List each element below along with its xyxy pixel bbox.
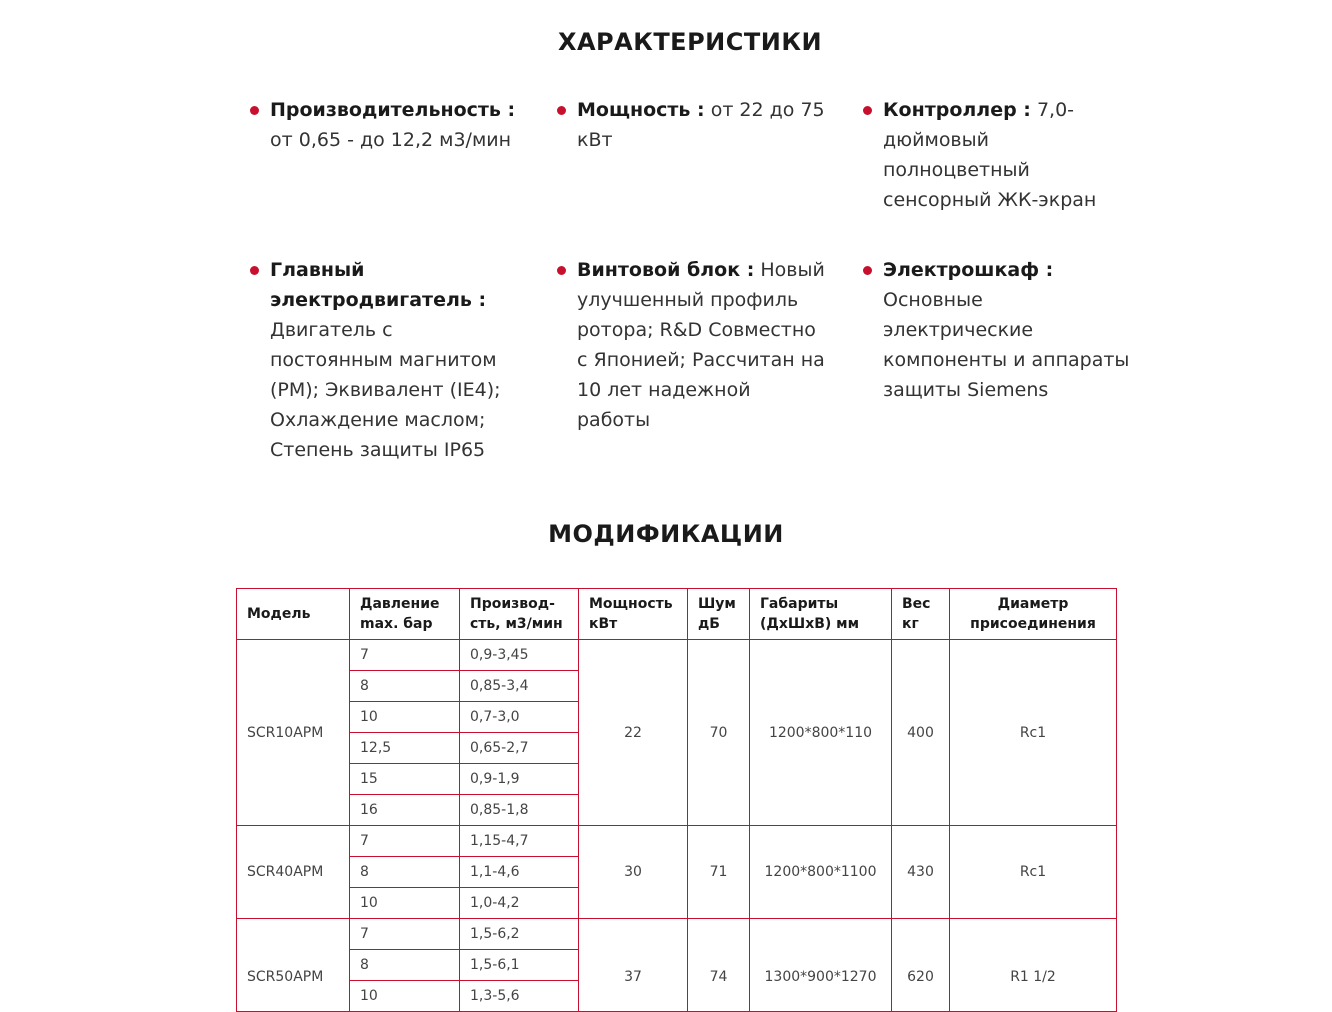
table-row bbox=[237, 919, 1117, 950]
cell-pressure: 8 bbox=[350, 950, 460, 981]
cell-noise: 74 bbox=[688, 919, 750, 1012]
cell-pressure: 10 bbox=[350, 702, 460, 733]
bullet-icon bbox=[250, 266, 259, 275]
cell-pressure: 7 bbox=[350, 826, 460, 857]
cell-weight: 430 bbox=[892, 826, 950, 919]
feature-label: Главный электродвигатель : bbox=[270, 259, 487, 311]
cell-capacity: 1,1-4,6 bbox=[460, 857, 579, 888]
feature-text: Двигатель с постоянным магнитом (PM); Эквивалент (IE4); Охлаждение маслом; Степень защиты IP65 bbox=[270, 319, 501, 461]
cell-pressure: 10 bbox=[350, 888, 460, 919]
modifications-heading: МОДИФИКАЦИИ bbox=[548, 520, 784, 548]
cell-pressure: 15 bbox=[350, 764, 460, 795]
cell-capacity: 0,85-3,4 bbox=[460, 671, 579, 702]
feature-cabinet bbox=[883, 255, 1133, 405]
header-weight: Вес кг bbox=[892, 589, 950, 640]
cell-capacity: 1,5-6,1 bbox=[460, 950, 579, 981]
cell-capacity: 0,85-1,8 bbox=[460, 795, 579, 826]
feature-label: Контроллер : bbox=[883, 99, 1031, 121]
cell-capacity: 0,65-2,7 bbox=[460, 733, 579, 764]
bullet-icon bbox=[557, 106, 566, 115]
header-model: Модель bbox=[237, 589, 350, 640]
feature-text: Основные электрические компоненты и аппараты защиты Siemens bbox=[883, 289, 1130, 401]
feature-power bbox=[577, 95, 827, 155]
cell-noise: 70 bbox=[688, 640, 750, 826]
cell-capacity: 1,0-4,2 bbox=[460, 888, 579, 919]
header-power: Мощность кВт bbox=[579, 589, 688, 640]
feature-text: Новый улучшенный профиль ротора; R&D Совместно с Японией; Рассчитан на 10 лет надежной работы bbox=[577, 259, 825, 431]
cell-pressure: 7 bbox=[350, 640, 460, 671]
feature-screw-block bbox=[577, 255, 827, 435]
table-row bbox=[237, 640, 1117, 671]
cell-power: 30 bbox=[579, 826, 688, 919]
table-row bbox=[237, 826, 1117, 857]
cell-dimensions: 1200*800*1100 bbox=[750, 826, 892, 919]
header-noise: Шум дБ bbox=[688, 589, 750, 640]
cell-capacity: 1,5-6,2 bbox=[460, 919, 579, 950]
cell-noise: 71 bbox=[688, 826, 750, 919]
feature-label: Производительность : bbox=[270, 99, 516, 121]
cell-capacity: 0,9-1,9 bbox=[460, 764, 579, 795]
cell-capacity: 1,3-5,6 bbox=[460, 981, 579, 1012]
cell-pressure: 8 bbox=[350, 857, 460, 888]
cell-pressure: 16 bbox=[350, 795, 460, 826]
feature-text: от 22 до 75 кВт bbox=[577, 99, 825, 151]
features-heading: ХАРАКТЕРИСТИКИ bbox=[557, 28, 823, 56]
modifications-table bbox=[236, 588, 1117, 1012]
feature-text: от 0,65 - до 12,2 м3/мин bbox=[270, 129, 512, 151]
bullet-icon bbox=[250, 106, 259, 115]
cell-pressure: 10 bbox=[350, 981, 460, 1012]
table-header-row bbox=[237, 589, 1117, 640]
cell-pressure: 12,5 bbox=[350, 733, 460, 764]
cell-model: SCR50APM bbox=[237, 919, 350, 1012]
feature-label: Электрошкаф : bbox=[883, 259, 1054, 281]
feature-text: 7,0-дюймовый полноцветный сенсорный ЖК-экран bbox=[883, 99, 1097, 211]
cell-pressure: 7 bbox=[350, 919, 460, 950]
cell-capacity: 0,7-3,0 bbox=[460, 702, 579, 733]
bullet-icon bbox=[863, 106, 872, 115]
cell-diameter: R1 1/2 bbox=[950, 919, 1117, 1012]
cell-capacity: 0,9-3,45 bbox=[460, 640, 579, 671]
feature-controller bbox=[883, 95, 1133, 215]
cell-power: 37 bbox=[579, 919, 688, 1012]
cell-pressure: 8 bbox=[350, 671, 460, 702]
header-pressure: Давление max. бар bbox=[350, 589, 460, 640]
bullet-icon bbox=[557, 266, 566, 275]
feature-label: Винтовой блок : bbox=[577, 259, 755, 281]
cell-model: SCR10APM bbox=[237, 640, 350, 826]
cell-weight: 400 bbox=[892, 640, 950, 826]
header-dimensions: Габариты (ДхШхВ) мм bbox=[750, 589, 892, 640]
bullet-icon bbox=[863, 266, 872, 275]
feature-motor bbox=[270, 255, 520, 465]
feature-performance bbox=[270, 95, 520, 155]
cell-diameter: Rc1 bbox=[950, 640, 1117, 826]
cell-model: SCR40APM bbox=[237, 826, 350, 919]
cell-weight: 620 bbox=[892, 919, 950, 1012]
header-diameter: Диаметр присоединения bbox=[950, 589, 1117, 640]
feature-label: Мощность : bbox=[577, 99, 705, 121]
cell-dimensions: 1200*800*110 bbox=[750, 640, 892, 826]
cell-power: 22 bbox=[579, 640, 688, 826]
cell-diameter: Rc1 bbox=[950, 826, 1117, 919]
cell-capacity: 1,15-4,7 bbox=[460, 826, 579, 857]
cell-dimensions: 1300*900*1270 bbox=[750, 919, 892, 1012]
header-capacity: Производ-сть, м3/мин bbox=[460, 589, 579, 640]
